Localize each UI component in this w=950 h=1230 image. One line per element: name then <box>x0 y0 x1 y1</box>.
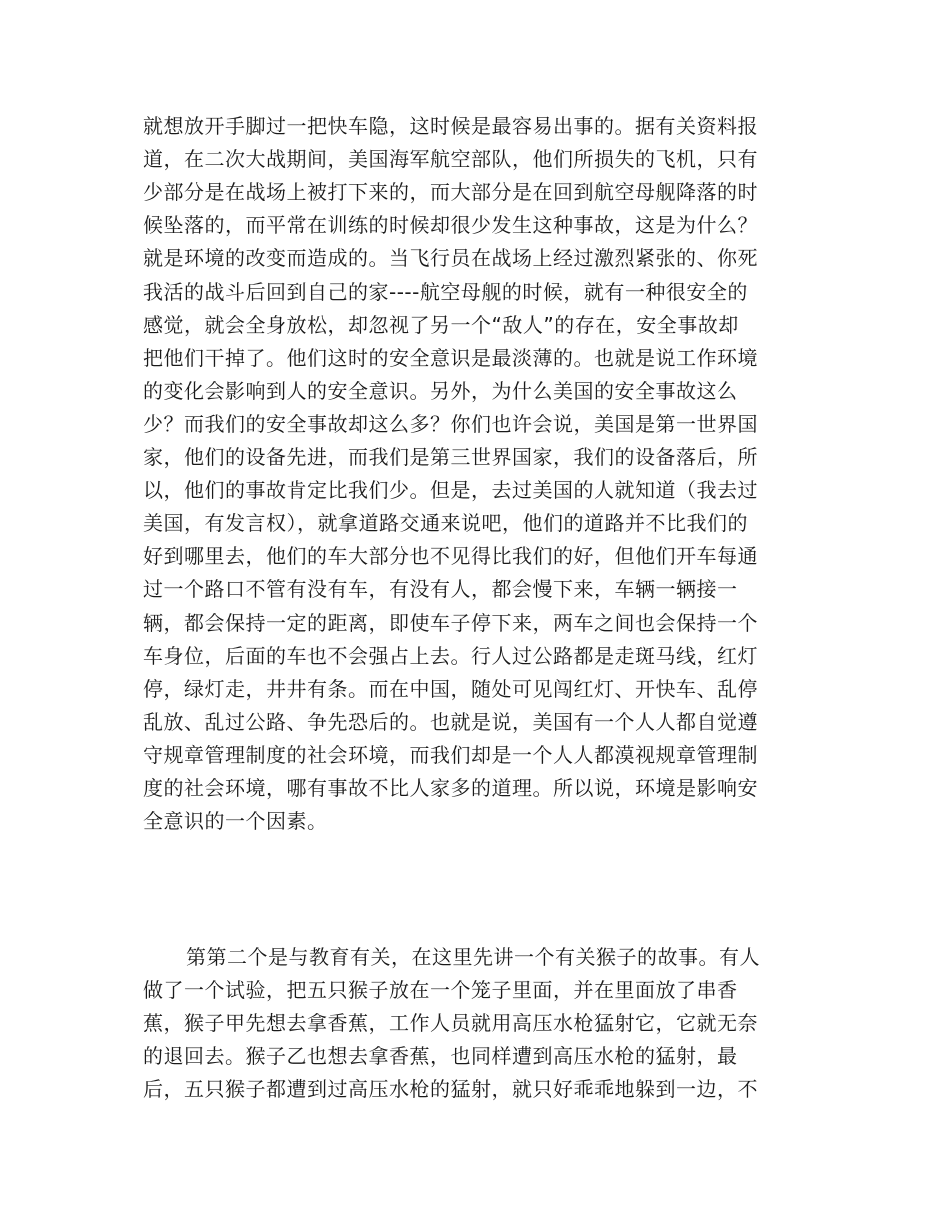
text-line: 把他们干掉了。他们这时的安全意识是最淡薄的。也就是说工作环境 <box>143 345 758 370</box>
text-line: 少部分是在战场上被打下来的，而大部分是在回到航空母舰降落的时 <box>143 180 758 205</box>
text-line: 车身位，后面的车也不会强占上去。行人过公路都是走斑马线，红灯 <box>143 643 758 668</box>
text-line: 感觉，就会全身放松，却忽视了另一个“敌人”的存在，安全事故却 <box>143 312 739 337</box>
text-line: 美国，有发言权），就拿道路交通来说吧，他们的道路并不比我们的 <box>143 511 748 536</box>
text-line: 过一个路口不管有没有车，有没有人，都会慢下来，车辆一辆接一 <box>143 577 738 602</box>
text-line: 就是环境的改变而造成的。当飞行员在战场上经过激烈紧张的、你死 <box>143 246 758 271</box>
text-line: 乱放、乱过公路、争先恐后的。也就是说，美国有一个人人都自觉遵 <box>143 709 758 734</box>
text-line: 我活的战斗后回到自己的家----航空母舰的时候，就有一种很安全的 <box>143 279 748 304</box>
text-line: 就想放开手脚过一把快车隐，这时候是最容易出事的。据有关资料报 <box>143 114 758 138</box>
text-line: 家，他们的设备先进，而我们是第三世界国家，我们的设备落后，所 <box>143 445 758 469</box>
text-line: 辆，都会保持一定的距离，即使车子停下来，两车之间也会保持一个 <box>143 610 758 635</box>
text-line: 停，绿灯走，井井有条。而在中国，随处可见闯红灯、开快车、乱停 <box>143 676 758 701</box>
text-line: 度的社会环境，哪有事故不比人家多的道理。所以说，环境是影响安 <box>143 776 758 800</box>
text-line: 做了一个试验，把五只猴子放在一个笼子里面，并在里面放了串香 <box>143 978 738 1003</box>
text-line: 候坠落的，而平常在训练的时候却很少发生这种事故，这是为什么？ <box>143 213 758 238</box>
text-line: 少？而我们的安全事故却这么多？你们也许会说，美国是第一世界国 <box>143 411 758 436</box>
text-line: 的变化会影响到人的安全意识。另外，为什么美国的安全事故这么 <box>143 378 738 403</box>
text-line: 全意识的一个因素。 <box>143 809 328 834</box>
text-line: 道，在二次大战期间，美国海军航空部队，他们所损失的飞机，只有 <box>143 147 758 172</box>
text-line: 后，五只猴子都遭到过高压水枪的猛射，就只好乖乖地躲到一边，不 <box>143 1077 758 1102</box>
text-line: 以，他们的事故肯定比我们少。但是，去过美国的人就知道（我去过 <box>143 478 758 503</box>
text-line: 好到哪里去，他们的车大部分也不见得比我们的好，但他们开车每通 <box>143 544 758 569</box>
text-line: 蕉，猴子甲先想去拿香蕉，工作人员就用高压水枪猛射它，它就无奈 <box>143 1011 758 1036</box>
text-line: 第第二个是与教育有关，在这里先讲一个有关猴子的故事。有人 <box>186 945 760 969</box>
text-line: 守规章管理制度的社会环境，而我们却是一个人人都漠视规章管理制 <box>143 742 758 767</box>
text-line: 的退回去。猴子乙也想去拿香蕉，也同样遭到高压水枪的猛射，最 <box>143 1044 738 1069</box>
